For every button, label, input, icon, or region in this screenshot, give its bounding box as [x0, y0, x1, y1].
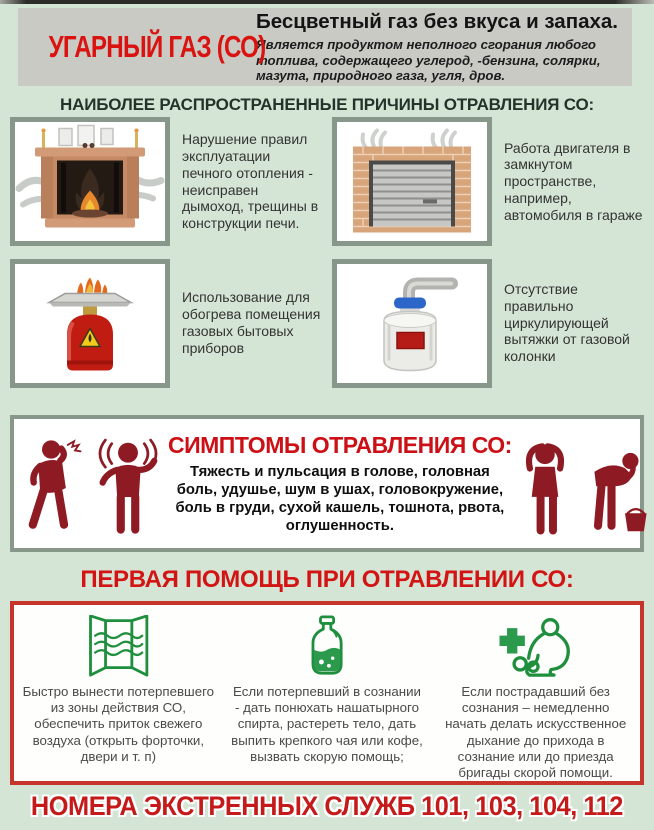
- gas-water-heater-icon: [332, 259, 492, 388]
- headache-figure-icon: [514, 436, 576, 540]
- cause-text: Нарушение правил эксплуатации печного отопления - неисправен дымоход, трещины в конструкции печи.: [182, 131, 319, 232]
- ear-noise-figure-icon: [90, 436, 166, 540]
- first-aid-step-unconscious: [431, 615, 640, 781]
- emergency-numbers-banner: [0, 791, 654, 822]
- cause-card-gas-burner: [10, 257, 324, 389]
- emergency-numbers: НОМЕРА ЭКСТРЕННЫХ СЛУЖБ 101, 103, 104, 112: [30, 791, 624, 821]
- cause-text: Отсутствие правильно циркулирующей вытяжки от газовой колонки: [504, 281, 630, 365]
- gas-burner-cylinder-icon: [10, 259, 170, 388]
- open-window-icon: [22, 615, 215, 677]
- first-aid-step-fresh-air: [14, 615, 223, 781]
- fireplace-smoke-icon: [10, 117, 170, 246]
- cough-figure-icon: [20, 436, 86, 540]
- symptoms-heading: СИМПТОМЫ ОТРАВЛЕНИЯ СО:: [168, 431, 512, 458]
- symptom-figures-right: [514, 428, 652, 540]
- ammonia-bottle-icon: [231, 615, 424, 677]
- first-aid-step-text: Если пострадавший без сознания – немедленно начать делать искусственное дыхание до прихода в сознание или до приезда бригады скорой помощи.: [445, 684, 627, 781]
- poster-top-edge: [0, 0, 654, 4]
- gas-description: [256, 10, 632, 84]
- poster-title-wrap: [18, 29, 266, 65]
- garage-door-icon: [332, 117, 492, 246]
- symptoms-content: [166, 432, 514, 535]
- first-aid-heading: ПЕРВАЯ ПОМОЩЬ ПРИ ОТРАВЛЕНИИ СО:: [80, 566, 574, 593]
- causes-grid: [10, 116, 646, 389]
- symptom-figures-left: [20, 428, 166, 540]
- causes-heading: НАИБОЛЕЕ РАСПРОСТРАНЕННЫЕ ПРИЧИНЫ ОТРАВЛЕНИЯ СО:: [60, 95, 594, 114]
- first-aid-step-conscious: [223, 615, 432, 781]
- gas-description-text: Является продуктом неполного сгорания любого топлива, содержащего углерод, -бензина, солярки, мазута, природного газа, угля, дров.: [256, 37, 601, 84]
- header-banner: [18, 8, 632, 86]
- cause-text: Работа двигателя в замкнутом пространстве, например, автомобиля в гараже: [504, 139, 643, 223]
- symptoms-panel: [10, 415, 644, 552]
- cause-card-garage: [332, 116, 646, 247]
- first-aid-step-text: Быстро вынести потерпевшего из зоны действия СО, обеспечить приток свежего воздуха (открыть форточки, двери и т. п): [22, 684, 215, 764]
- cause-card-fireplace: [10, 116, 324, 247]
- cpr-icon: [439, 615, 632, 677]
- first-aid-step-text: Если потерпевший в сознании - дать понюхать нашатырного спирта, растереть тело, дать выпить крепкого чая или кофе, вызвать скорую помощь;: [231, 684, 423, 764]
- first-aid-panel: [10, 601, 644, 785]
- poster-title: УГАРНЫЙ ГАЗ (СО): [48, 29, 266, 64]
- cause-card-gas-column: [332, 257, 646, 389]
- symptoms-text: Тяжесть и пульсация в голове, головная боль, удушье, шум в ушах, головокружение, боль в груди, сухой кашель, тошнота, рвота, оглушенность.: [175, 463, 505, 535]
- gas-description-title: Бесцветный газ без вкуса и запаха.: [256, 10, 618, 34]
- cause-text: Использование для обогрева помещения газовых бытовых приборов: [182, 289, 321, 356]
- vomiting-figure-icon: [580, 436, 652, 540]
